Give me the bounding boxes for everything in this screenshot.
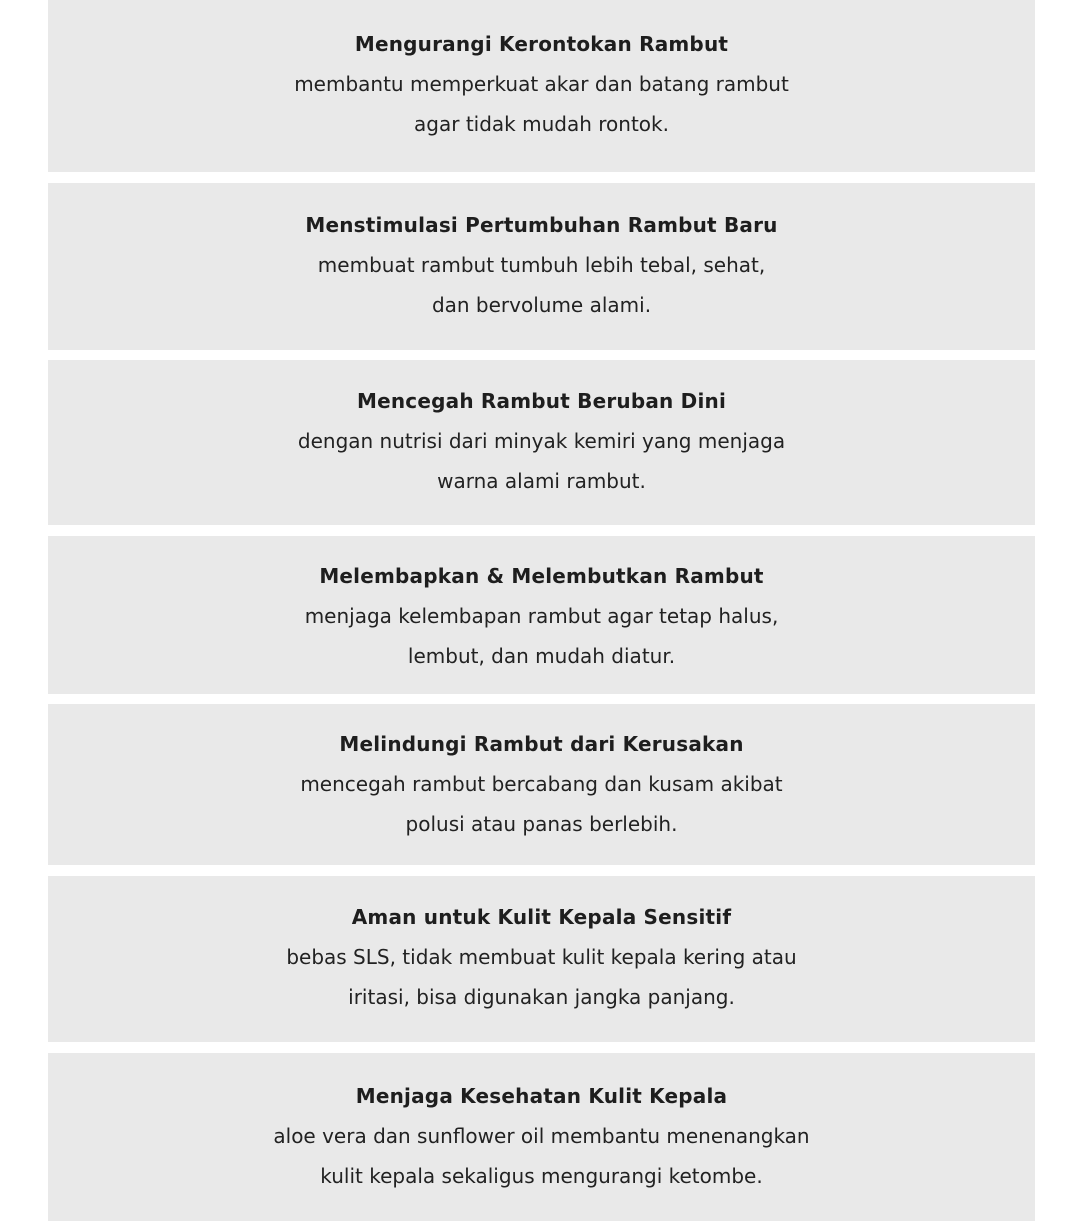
benefit-card (48, 876, 1035, 1042)
benefit-card (48, 183, 1035, 350)
benefit-description-line: iritasi, bisa digunakan jangka panjang. (348, 985, 735, 1009)
benefit-description-line: warna alami rambut. (437, 469, 646, 493)
benefit-description (48, 764, 1035, 844)
benefit-description-line: agar tidak mudah rontok. (414, 112, 669, 136)
benefit-description-line: lembut, dan mudah diatur. (407, 644, 676, 668)
benefit-description-line: menjaga kelembapan rambut agar tetap halus, (304, 604, 779, 628)
benefit-title: Mencegah Rambut Beruban Dini (356, 389, 727, 413)
benefit-title: Aman untuk Kulit Kepala Sensitif (351, 905, 732, 929)
benefit-description-line: dengan nutrisi dari minyak kemiri yang menjaga (297, 429, 786, 453)
benefit-description-line: dan bervolume alami. (431, 293, 652, 317)
benefit-title: Menstimulasi Pertumbuhan Rambut Baru (305, 213, 778, 237)
benefit-card (48, 704, 1035, 865)
benefit-description (48, 1116, 1035, 1196)
benefit-card (48, 360, 1035, 525)
benefit-title: Menjaga Kesehatan Kulit Kepala (355, 1084, 728, 1108)
benefit-title: Melindungi Rambut dari Kerusakan (339, 732, 744, 756)
benefit-description-line: aloe vera dan sunflower oil membantu menenangkan (273, 1124, 810, 1148)
benefit-title: Melembapkan & Melembutkan Rambut (319, 564, 764, 588)
benefit-description (48, 245, 1035, 325)
benefit-description-line: polusi atau panas berlebih. (405, 812, 678, 836)
benefit-description-line: membantu memperkuat akar dan batang rambut (294, 72, 789, 96)
benefit-description (48, 596, 1035, 676)
benefit-card (48, 536, 1035, 694)
benefit-description (48, 64, 1035, 144)
benefit-description-line: bebas SLS, tidak membuat kulit kepala kering atau (286, 945, 797, 969)
benefit-description-line: membuat rambut tumbuh lebih tebal, sehat, (317, 253, 766, 277)
benefit-card (48, 0, 1035, 172)
benefit-card (48, 1053, 1035, 1221)
benefit-description (48, 937, 1035, 1017)
benefit-description (48, 421, 1035, 501)
benefit-description-line: kulit kepala sekaligus mengurangi ketombe. (320, 1164, 763, 1188)
benefit-title: Mengurangi Kerontokan Rambut (354, 32, 729, 56)
benefit-description-line: mencegah rambut bercabang dan kusam akibat (300, 772, 783, 796)
